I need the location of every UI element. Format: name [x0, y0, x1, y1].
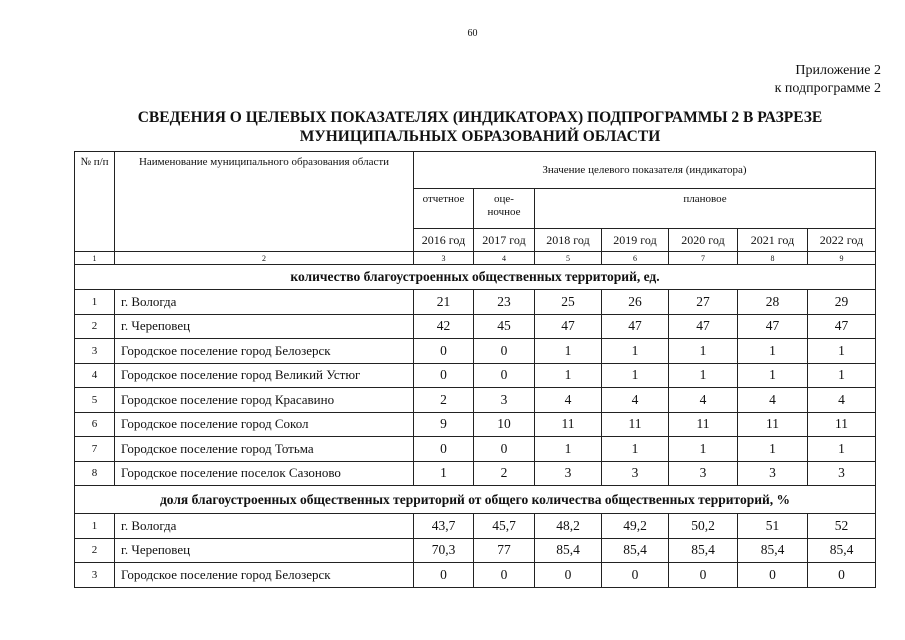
municipality-name: г. Вологда — [114, 513, 414, 539]
indicator-value: 0 — [473, 562, 535, 588]
municipality-name: Городское поселение город Красавино — [114, 387, 414, 413]
header-planned: плановое — [534, 188, 876, 229]
indicator-value: 27 — [668, 289, 738, 315]
header-year: 2021 год — [737, 228, 808, 252]
indicator-value: 1 — [601, 363, 669, 389]
indicator-value: 0 — [413, 436, 474, 462]
appendix-label: Приложение 2 — [795, 63, 881, 78]
row-number: 3 — [74, 338, 115, 364]
indicator-value: 4 — [668, 387, 738, 413]
indicator-value: 0 — [601, 562, 669, 588]
municipality-name: Городское поселение город Белозерск — [114, 338, 414, 364]
indicator-value: 0 — [668, 562, 738, 588]
indicator-value: 0 — [473, 338, 535, 364]
row-number: 4 — [74, 363, 115, 389]
column-index: 9 — [807, 251, 876, 265]
indicator-value: 85,4 — [534, 538, 602, 564]
municipality-name: г. Вологда — [114, 289, 414, 315]
indicator-value: 1 — [413, 461, 474, 487]
indicator-value: 10 — [473, 412, 535, 438]
indicator-value: 11 — [737, 412, 808, 438]
row-number: 1 — [74, 289, 115, 315]
indicator-value: 29 — [807, 289, 876, 315]
row-number: 1 — [74, 513, 115, 539]
indicator-value: 2 — [473, 461, 535, 487]
indicator-value: 48,2 — [534, 513, 602, 539]
column-index: 5 — [534, 251, 602, 265]
row-number: 2 — [74, 314, 115, 340]
indicator-value: 1 — [668, 363, 738, 389]
column-index: 1 — [74, 251, 115, 265]
indicator-value: 47 — [534, 314, 602, 340]
header-value-group: Значение целевого показателя (индикатора) — [413, 151, 876, 189]
page-number: 60 — [467, 28, 478, 39]
indicator-value: 9 — [413, 412, 474, 438]
column-index: 7 — [668, 251, 738, 265]
indicator-value: 2 — [413, 387, 474, 413]
title-line-2: МУНИЦИПАЛЬНЫХ ОБРАЗОВАНИЙ ОБЛАСТИ — [299, 128, 661, 145]
title-line-1: СВЕДЕНИЯ О ЦЕЛЕВЫХ ПОКАЗАТЕЛЯХ (ИНДИКАТОРАХ) ПОДПРОГРАММЫ 2 В РАЗРЕЗЕ — [137, 109, 823, 126]
row-number: 3 — [74, 562, 115, 588]
indicator-value: 11 — [807, 412, 876, 438]
indicator-value: 0 — [413, 562, 474, 588]
row-number: 8 — [74, 461, 115, 487]
indicator-value: 1 — [807, 436, 876, 462]
municipality-name: г. Череповец — [114, 314, 414, 340]
indicator-value: 25 — [534, 289, 602, 315]
municipality-name: Городское поселение город Сокол — [114, 412, 414, 438]
indicator-value: 3 — [473, 387, 535, 413]
indicator-value: 0 — [413, 363, 474, 389]
indicator-value: 1 — [668, 436, 738, 462]
indicator-value: 1 — [737, 436, 808, 462]
row-number: 5 — [74, 387, 115, 413]
municipality-name: г. Череповец — [114, 538, 414, 564]
row-number: 7 — [74, 436, 115, 462]
indicator-value: 4 — [601, 387, 669, 413]
indicator-value: 52 — [807, 513, 876, 539]
indicator-value: 0 — [413, 338, 474, 364]
indicator-value: 4 — [807, 387, 876, 413]
indicator-value: 11 — [534, 412, 602, 438]
indicator-value: 0 — [534, 562, 602, 588]
indicator-value: 3 — [601, 461, 669, 487]
indicator-value: 21 — [413, 289, 474, 315]
header-year: 2019 год — [601, 228, 669, 252]
section-title: доля благоустроенных общественных территорий от общего количества общественных территорий, % — [74, 485, 876, 514]
indicator-value: 11 — [601, 412, 669, 438]
column-index: 6 — [601, 251, 669, 265]
indicator-value: 85,4 — [668, 538, 738, 564]
header-estimated: оце- ночное — [473, 188, 535, 229]
indicator-value: 3 — [737, 461, 808, 487]
indicator-value: 0 — [807, 562, 876, 588]
column-index: 2 — [114, 251, 414, 265]
indicator-value: 1 — [668, 338, 738, 364]
indicator-value: 1 — [807, 338, 876, 364]
indicator-value: 28 — [737, 289, 808, 315]
indicator-value: 42 — [413, 314, 474, 340]
indicator-value: 1 — [737, 338, 808, 364]
municipality-name: Городское поселение город Белозерск — [114, 562, 414, 588]
indicator-value: 1 — [534, 363, 602, 389]
header-year: 2017 год — [473, 228, 535, 252]
indicator-value: 47 — [668, 314, 738, 340]
column-index: 8 — [737, 251, 808, 265]
indicator-value: 23 — [473, 289, 535, 315]
indicator-value: 26 — [601, 289, 669, 315]
municipality-name: Городское поселение город Великий Устюг — [114, 363, 414, 389]
indicator-value: 47 — [601, 314, 669, 340]
indicator-value: 3 — [534, 461, 602, 487]
header-year: 2016 год — [413, 228, 474, 252]
indicator-value: 1 — [601, 436, 669, 462]
row-number: 6 — [74, 412, 115, 438]
header-reported: отчетное — [413, 188, 474, 229]
indicator-value: 1 — [807, 363, 876, 389]
indicator-value: 51 — [737, 513, 808, 539]
section-title: количество благоустроенных общественных территорий, ед. — [74, 264, 876, 290]
header-num: № п/п — [74, 151, 115, 252]
column-index: 3 — [413, 251, 474, 265]
indicator-value: 1 — [534, 436, 602, 462]
header-year: 2020 год — [668, 228, 738, 252]
indicator-value: 3 — [807, 461, 876, 487]
indicator-value: 0 — [737, 562, 808, 588]
row-number: 2 — [74, 538, 115, 564]
municipality-name: Городское поселение город Тотьма — [114, 436, 414, 462]
indicator-value: 50,2 — [668, 513, 738, 539]
indicator-value: 3 — [668, 461, 738, 487]
indicator-value: 4 — [737, 387, 808, 413]
indicator-value: 1 — [534, 338, 602, 364]
header-year: 2022 год — [807, 228, 876, 252]
indicator-value: 45,7 — [473, 513, 535, 539]
indicator-value: 43,7 — [413, 513, 474, 539]
column-index: 4 — [473, 251, 535, 265]
indicator-value: 45 — [473, 314, 535, 340]
header-year: 2018 год — [534, 228, 602, 252]
indicator-value: 1 — [601, 338, 669, 364]
indicator-value: 49,2 — [601, 513, 669, 539]
indicator-value: 47 — [737, 314, 808, 340]
indicator-value: 47 — [807, 314, 876, 340]
indicator-value: 70,3 — [413, 538, 474, 564]
indicator-value: 4 — [534, 387, 602, 413]
indicator-value: 85,4 — [737, 538, 808, 564]
indicator-value: 0 — [473, 436, 535, 462]
indicator-value: 85,4 — [807, 538, 876, 564]
header-name: Наименование муниципального образования области — [114, 151, 414, 252]
indicator-value: 0 — [473, 363, 535, 389]
indicator-value: 85,4 — [601, 538, 669, 564]
municipality-name: Городское поселение поселок Сазоново — [114, 461, 414, 487]
indicator-value: 11 — [668, 412, 738, 438]
appendix-reference: к подпрограмме 2 — [774, 81, 881, 96]
indicator-value: 77 — [473, 538, 535, 564]
indicator-value: 1 — [737, 363, 808, 389]
